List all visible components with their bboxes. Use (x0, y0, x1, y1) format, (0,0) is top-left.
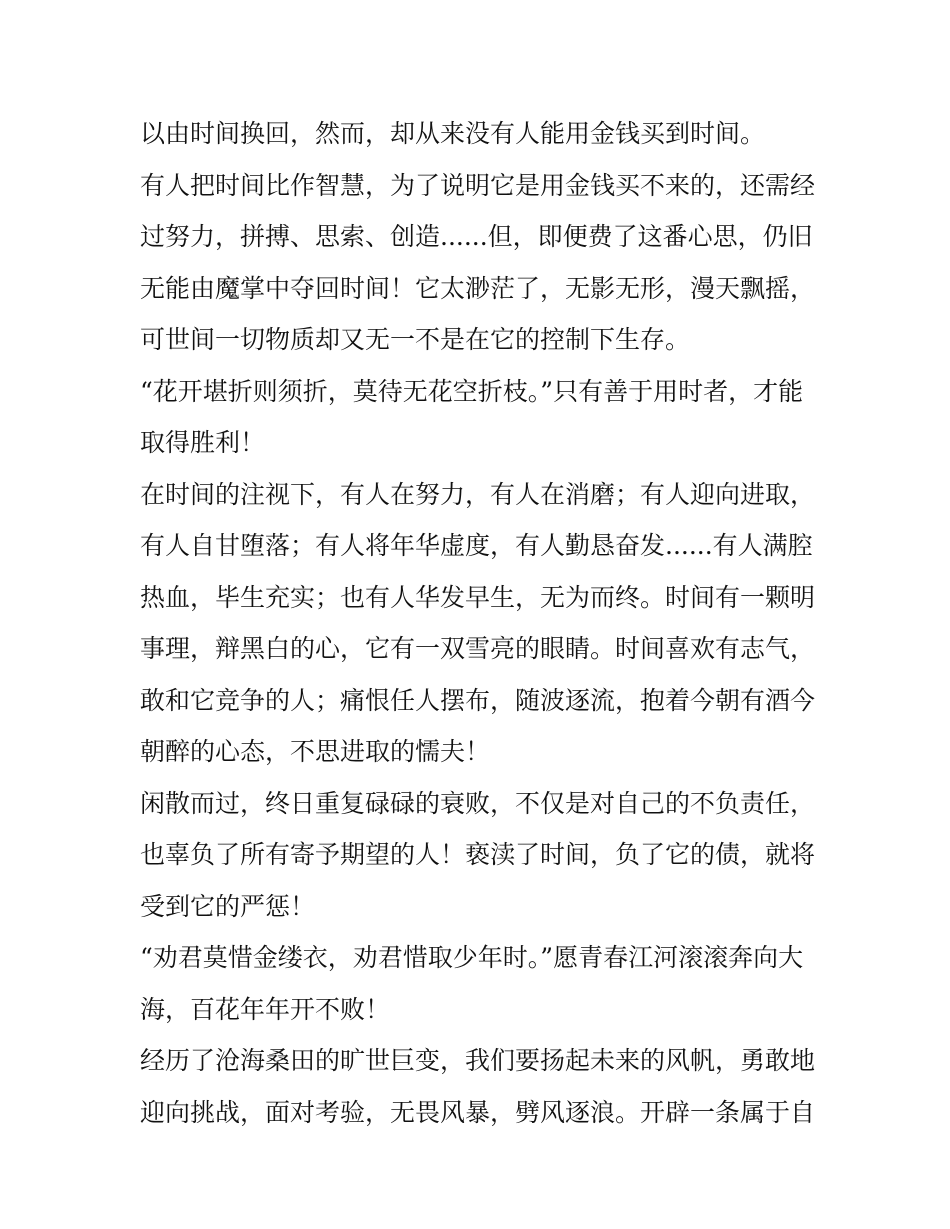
text-line: 过努力，拼搏、思索、创造......但，即便费了这番心思，仍旧 (140, 222, 813, 251)
text-line: 受到它的严惩！ (140, 891, 316, 921)
text-line: 热血，毕生充实；也有人华发早生，无为而终。时间有一颗明 (140, 582, 816, 612)
text-line: 以由时间换回，然而，却从来没有人能用金钱买到时间。 (140, 119, 766, 148)
text-line: 取得胜利！ (140, 428, 266, 457)
text-line: 经历了沧海桑田的旷世巨变，我们要扬起未来的风帆，勇敢地 (140, 1046, 816, 1075)
text-line: 可世间一切物质却又无一不是在它的控制下生存。 (140, 325, 691, 354)
text-line: 有人把时间比作智慧，为了说明它是用金钱买不来的，还需经 (140, 170, 816, 200)
text-line: “花开堪折则须折，莫待无花空折枝。”只有善于用时者，才能 (140, 376, 804, 406)
text-line: 闲散而过，终日重复碌碌的衰败，不仅是对自己的不负责任， (140, 788, 816, 818)
text-line: 也辜负了所有寄予期望的人！亵渎了时间，负了它的债，就将 (140, 840, 816, 869)
essay-body (140, 108, 820, 1138)
text-line: 事理，辩黑白的心，它有一双雪亮的眼睛。时间喜欢有志气， (140, 634, 816, 663)
text-line: 海，百花年年开不败！ (140, 994, 391, 1024)
text-line: 在时间的注视下，有人在努力，有人在消磨；有人迎向进取， (140, 479, 816, 509)
text-line: 有人自甘堕落；有人将年华虚度，有人勤恳奋发......有人满腔 (140, 531, 813, 560)
text-line: 无能由魔掌中夺回时间！它太渺茫了，无影无形，漫天飘摇， (140, 273, 816, 303)
text-line: 敢和它竞争的人；痛恨任人摆布，随波逐流，抱着今朝有酒今 (140, 685, 816, 715)
text-line: 朝醉的心态，不思进取的懦夫！ (140, 737, 491, 766)
text-line: 迎向挑战，面对考验，无畏风暴，劈风逐浪。开辟一条属于自 (140, 1097, 816, 1127)
text-line: “劝君莫惜金缕衣，劝君惜取少年时。”愿青春江河滚滚奔向大 (140, 943, 804, 972)
